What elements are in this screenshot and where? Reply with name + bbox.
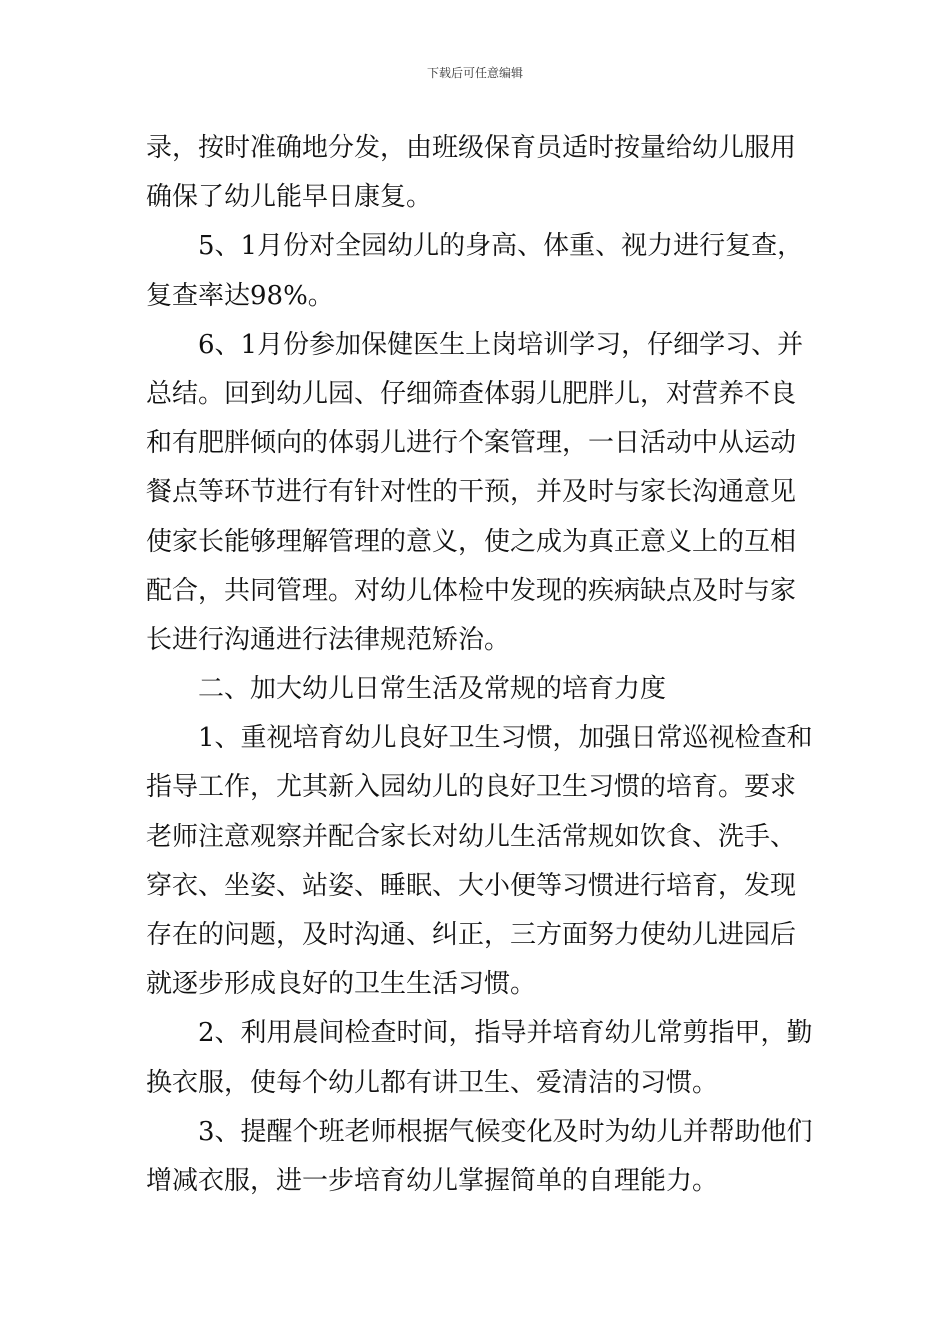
text-line: 就逐步形成良好的卫生生活习惯。 [146,969,537,1000]
text-line: 1、重视培育幼儿良好卫生习惯，加强日常巡视检查和 [198,723,813,754]
text-line: 2、利用晨间检查时间，指导并培育幼儿常剪指甲，勤 [198,1018,813,1049]
text-line: 指导工作，尤其新入园幼儿的良好卫生习惯的培育。要求 [146,772,797,803]
text-line: 老师注意观察并配合家长对幼儿生活常规如饮食、洗手、 [146,821,797,852]
text-line: 二、加大幼儿日常生活及常规的培育力度 [198,674,667,705]
header-note: 下载后可任意编辑 [426,66,523,80]
text-line: 存在的问题，及时沟通、纠正，三方面努力使幼儿进园后 [146,920,797,950]
text-line: 长进行沟通进行法律规范矫治。 [146,624,511,655]
text-line: 复查率达98%。 [146,280,334,311]
text-line: 增减衣服，进一步培育幼儿掌握简单的自理能力。 [146,1165,719,1196]
text-line: 配合，共同管理。对幼儿体检中发现的疾病缺点及时与家 [146,575,797,606]
document-body [146,124,816,1206]
text-line: 穿衣、坐姿、站姿、睡眠、大小便等习惯进行培育，发现 [146,870,797,901]
text-line: 5、1月份对全园幼儿的身高、体重、视力进行复查， [198,231,804,262]
text-line: 使家长能够理解管理的意义，使之成为真正意义上的互相 [146,526,797,557]
text-line: 确保了幼儿能早日康复。 [146,182,433,213]
text-line: 6、1月份参加保健医生上岗培训学习，仔细学习、并 [198,329,804,360]
text-line: 换衣服，使每个幼儿都有讲卫生、爱清洁的习惯。 [146,1067,719,1098]
text-line: 餐点等环节进行有针对性的干预，并及时与家长沟通意见 [146,477,797,508]
text-line: 录，按时准确地分发，由班级保育员适时按量给幼儿服用 [146,133,797,163]
text-line: 总结。回到幼儿园、仔细筛查体弱儿肥胖儿，对营养不良 [146,378,797,409]
text-line: 和有肥胖倾向的体弱儿进行个案管理，一日活动中从运动 [146,428,797,459]
text-line: 3、提醒个班老师根据气候变化及时为幼儿并帮助他们 [198,1116,813,1147]
